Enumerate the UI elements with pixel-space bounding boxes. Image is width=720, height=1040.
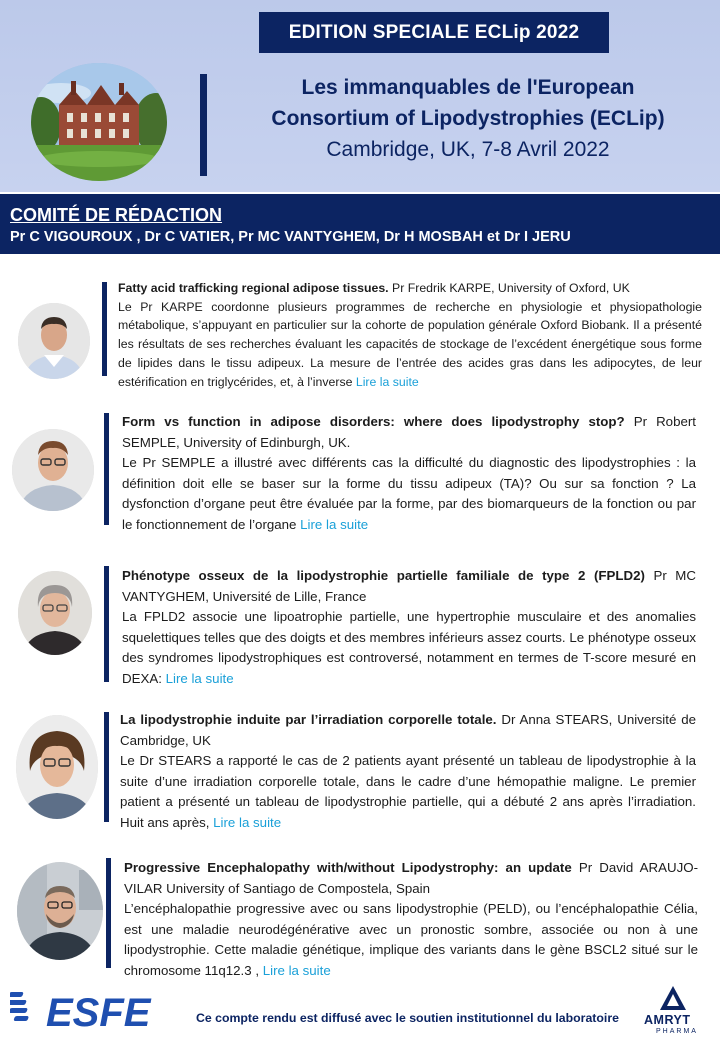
article-text <box>122 566 696 690</box>
article-speaker: Pr Robert SEMPLE, University of Edinburgh, UK. <box>122 414 696 450</box>
portrait-stears <box>16 715 98 819</box>
read-more-link[interactable]: Lire la suite <box>262 962 331 978</box>
person-photo-icon <box>16 715 98 819</box>
article-speaker: Pr MC VANTYGHEM, Université de Lille, France <box>122 568 696 604</box>
building-illustration <box>31 63 167 181</box>
amryt-subtitle: PHARMA <box>656 1028 698 1035</box>
portrait-karpe <box>18 303 90 379</box>
portrait-vantyghem <box>18 571 92 655</box>
person-photo-icon <box>17 862 103 960</box>
article-accent-bar <box>104 413 109 525</box>
esfe-logo <box>10 986 160 1032</box>
portrait-araujo-vilar <box>17 862 103 960</box>
title-line-1: Les immanquables de l'European <box>301 76 635 99</box>
footer <box>0 980 720 1040</box>
person-photo-icon <box>18 571 92 655</box>
article-title: Fatty acid trafficking regional adipose tissues. <box>118 281 389 295</box>
article-text <box>124 858 698 982</box>
esfe-wordmark: ESFE <box>46 991 151 1032</box>
article-text <box>122 412 696 536</box>
article-title: La lipodystrophie induite par l’irradiation corporelle totale. <box>120 712 497 727</box>
editorial-committee <box>0 194 720 254</box>
article-title: Progressive Encephalopathy with/without Lipodystrophy: an update <box>124 860 572 875</box>
read-more-link[interactable]: Lire la suite <box>355 374 419 389</box>
article-accent-bar <box>106 858 111 968</box>
event-location-date: Cambridge, UK, 7-8 Avril 2022 <box>326 138 610 161</box>
committee-title: COMITÉ DE RÉDACTION <box>10 205 223 225</box>
header-title <box>216 72 720 165</box>
article-summary: La FPLD2 associe une lipoatrophie partielle, une hypertrophie musculaire et des anomalies squelettiques telles que des doigts et des membres inférieurs assez courts. Le phénotype osseux des syndromes lipodystrophiques est controversé, notamment en termes de T-score mesuré en DEXA: <box>122 609 696 686</box>
read-more-link[interactable]: Lire la suite <box>300 516 369 532</box>
article-accent-bar <box>104 712 109 822</box>
header-accent-bar <box>200 74 207 176</box>
support-statement: Ce compte rendu est diffusé avec le soutien institutionnel du laboratoire <box>196 1011 619 1025</box>
cambridge-building-photo <box>31 63 167 181</box>
article-title: Form vs function in adipose disorders: where does lipodystrophy stop? <box>122 414 625 429</box>
title-line-2: Consortium of Lipodystrophies (ECLip) <box>271 107 665 130</box>
article-accent-bar <box>104 566 109 682</box>
article-title: Phénotype osseux de la lipodystrophie partielle familiale de type 2 (FPLD2) <box>122 568 645 583</box>
header <box>0 0 720 192</box>
article-speaker: Pr David ARAUJO-VILAR University of Santiago de Compostela, Spain <box>124 860 698 896</box>
amryt-wordmark: AMRYT <box>644 1013 691 1027</box>
person-photo-icon <box>12 429 94 511</box>
article-text <box>118 279 702 391</box>
committee-names: Pr C VIGOUROUX , Dr C VATIER, Pr MC VANTYGHEM, Dr H MOSBAH et Dr I JERU <box>10 229 571 245</box>
portrait-semple <box>12 429 94 511</box>
article-summary: Le Dr STEARS a rapporté le cas de 2 patients ayant présenté un tableau de lipodystrophie à la suite d’une irradiation corporelle totale, dans le cadre d’une hémopathie maligne. Le premier patient a présenté un tableau de lipodystrophie partielle, qui a débuté 2 ans après l’irradiation. Huit ans après, <box>120 753 696 830</box>
edition-banner: EDITION SPECIALE ECLip 2022 <box>259 12 609 53</box>
article-summary: L’encéphalopathie progressive avec ou sans lipodystrophie (PELD), ou l’encéphalopathie Célia, est une maladie neurodégénérative avec un pronostic sombre, associée ou non à une lipodystrophie. Cette maladie génétique, implique des variants dans le gène BSCL2 situé sur le chromosome 11q12.3 , <box>124 901 698 978</box>
article-text <box>120 710 696 834</box>
article-accent-bar <box>102 282 107 376</box>
read-more-link[interactable]: Lire la suite <box>213 814 282 830</box>
article-speaker: Pr Fredrik KARPE, University of Oxford, UK <box>388 281 630 295</box>
article-summary: Le Pr KARPE coordonne plusieurs programmes de recherche en physiologie et physiopathologie métabolique, s’appuyant en particulier sur la cohorte de population générale Oxford Biobank. Il a présenté les résultats de ses recherches évaluant les capacités de stockage de l’excédent énergétique sous forme de lipides dans le tissu adipeux. La mesure de l’entrée des acides gras dans les adipocytes, de leur estérification en triglycérides, et, à l’inverse <box>118 299 702 389</box>
article-speaker: Dr Anna STEARS, Université de Cambridge, UK <box>120 712 696 748</box>
article-summary: Le Pr SEMPLE a illustré avec différents cas la difficulté du diagnostic des lipodystrophies : la définition doit elle se baser sur la forme du tissu adipeux (TA)? Ou sur sa fonction ? La dysfonction d’organe peut être évaluée par la forme, par des biomarqueurs de la fonction ou par le fonctionnement de l’organe <box>122 455 696 532</box>
read-more-link[interactable]: Lire la suite <box>165 670 234 686</box>
person-photo-icon <box>18 303 90 379</box>
